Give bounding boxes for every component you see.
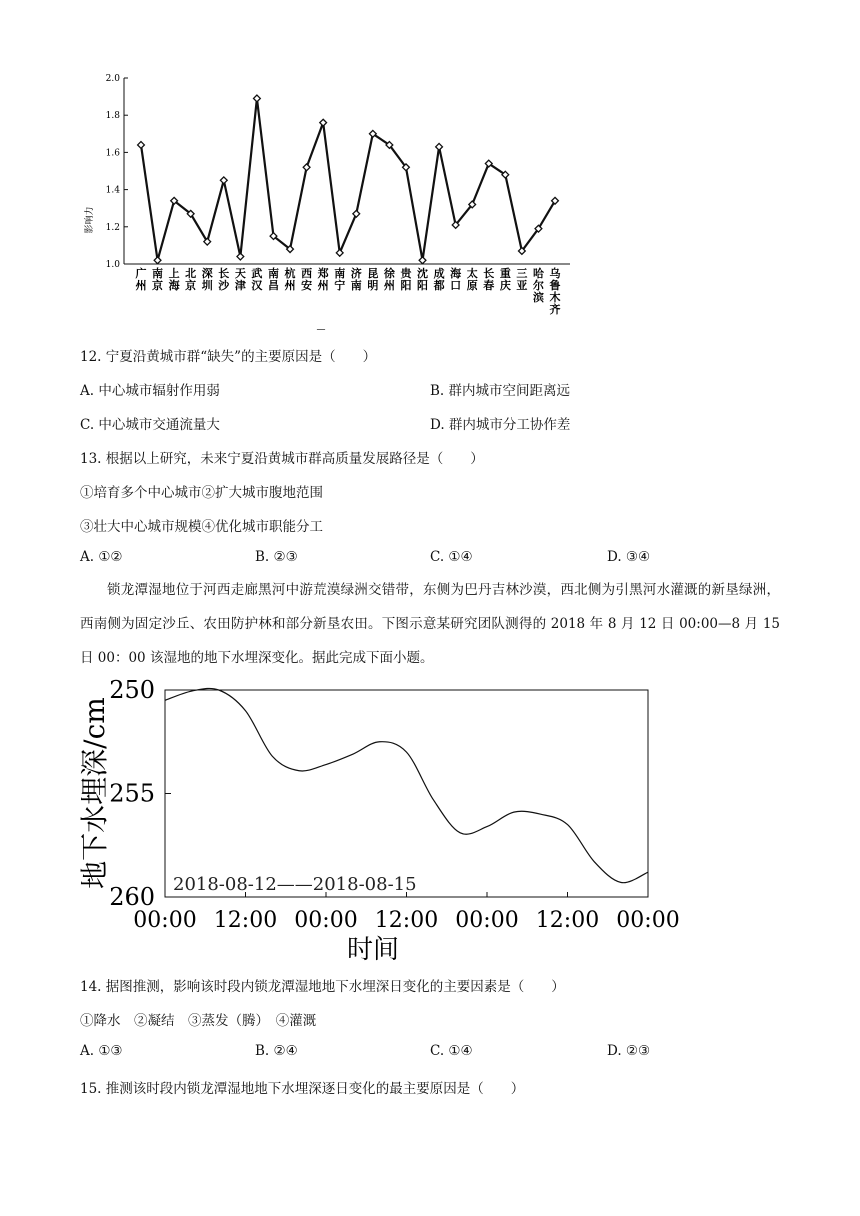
- chart1-x-label: 乌鲁木齐: [549, 267, 561, 316]
- question-13-line2: ③壮大中心城市规模④优化城市职能分工: [80, 519, 323, 535]
- chart1-y-tick-label: 1.6: [105, 148, 120, 159]
- chart1-x-label: 成都: [433, 267, 445, 292]
- question-14-option-b: B. ②④: [255, 1043, 298, 1059]
- chart1-x-label: 三亚: [516, 267, 528, 292]
- groundwater-depth-line: [165, 688, 648, 882]
- question-13-option-d: D. ③④: [607, 549, 651, 565]
- chart1-x-label: 南宁: [334, 267, 346, 292]
- chart1-x-label: 哈尔滨: [532, 267, 544, 304]
- chart1-x-label: 郑州: [317, 267, 329, 292]
- chart1-x-label: 昆明: [367, 267, 379, 292]
- chart2-xlabel: 时间: [346, 935, 400, 965]
- chart2-y-tick-label: 250: [109, 676, 155, 704]
- chart1-x-label: 沈阳: [417, 267, 429, 292]
- chart2-y-tick-label: 260: [109, 883, 155, 911]
- chart1-x-label: 济南: [350, 267, 362, 292]
- chart2-x-tick-label: 12:00: [374, 908, 439, 933]
- question-12-option-b: B. 群内城市空间距离远: [430, 383, 571, 399]
- chart1-x-label: 西安: [301, 267, 313, 292]
- question-14-options-line: ①降水 ②凝结 ③蒸发（腾） ④灌溉: [80, 1013, 317, 1029]
- chart2-x-tick-label: 00:00: [133, 908, 197, 933]
- chart1-point: [419, 257, 426, 264]
- chart1-x-label: 广州: [135, 267, 147, 292]
- chart1-x-label: 海口: [450, 267, 462, 292]
- chart1-x-label: 杭州: [284, 267, 296, 292]
- chart1-x-label: 徐州: [383, 267, 395, 292]
- chart1-point: [254, 95, 261, 102]
- chart1-y-tick-label: 1.0: [105, 260, 120, 270]
- chart1-x-label: 贵阳: [400, 267, 412, 292]
- question-14-option-a: A. ①③: [80, 1043, 123, 1059]
- chart1-point: [154, 257, 161, 264]
- chart1-x-label: 武汉: [251, 267, 263, 292]
- chart1-x-label: 南昌: [267, 267, 279, 292]
- chart1-x-label: 长沙: [218, 267, 230, 292]
- question-12-option-c: C. 中心城市交通流量大: [80, 417, 220, 433]
- chart1-point: [436, 143, 443, 150]
- question-14-stem: 14. 据图推测，影响该时段内锁龙潭湿地地下水埋深日变化的主要因素是（ ）: [80, 979, 565, 995]
- chart2-x-tick-label: 12:00: [535, 908, 600, 933]
- chart1-x-label: 重庆: [499, 267, 511, 292]
- chart2-x-tick-label: 00:00: [616, 908, 680, 933]
- chart1-y-tick-label: 2.0: [105, 74, 120, 84]
- chart1-x-label: 天津: [234, 267, 246, 292]
- question-12-option-d: D. 群内城市分工协作差: [430, 417, 571, 433]
- chart2-x-tick-label: 12:00: [213, 908, 278, 933]
- chart1-point: [320, 119, 327, 126]
- question-13-option-c: C. ①④: [430, 549, 473, 565]
- plot-frame: [165, 690, 648, 897]
- question-13-stem: 13. 根据以上研究，未来宁夏沿黄城市群高质量发展路径是（ ）: [80, 451, 484, 467]
- chart1-x-label: 长春: [483, 267, 495, 292]
- chart1-x-label: 太原: [466, 267, 478, 292]
- chart2-x-tick-label: 00:00: [294, 908, 358, 933]
- question-13-option-b: B. ②③: [255, 549, 298, 565]
- question-13-option-a: A. ①②: [80, 549, 123, 565]
- question-12-stem: 12. 宁夏沿黄城市群“缺失”的主要原因是（ ）: [80, 349, 377, 365]
- chart1-point: [303, 164, 310, 171]
- chart1-y-tick-label: 1.2: [105, 222, 120, 233]
- question-14-option-d: D. ②③: [607, 1043, 651, 1059]
- chart1-point: [237, 253, 244, 260]
- chart1-y-tick-label: 1.4: [105, 185, 120, 196]
- chart1-point: [353, 210, 360, 217]
- question-15-stem: 15. 推测该时段内锁龙潭湿地地下水埋深逐日变化的最主要原因是（ ）: [80, 1081, 525, 1097]
- chart1-point: [138, 142, 145, 149]
- chart1-x-label: 上海: [168, 267, 180, 292]
- chart2-ylabel: 地下水埋深/cm: [78, 697, 111, 889]
- chart2-annotation: 2018-08-12——2018-08-15: [173, 874, 417, 895]
- chart1-ylabel: 影响力: [85, 206, 95, 234]
- chart1-x-label: 南京: [152, 267, 164, 292]
- chart1-y-tick-label: 1.8: [105, 111, 120, 122]
- city-influence-chart: [80, 70, 600, 335]
- chart2-x-tick-label: 00:00: [455, 908, 519, 933]
- chart1-influence-line: [141, 98, 555, 260]
- chart1-point: [220, 177, 227, 184]
- chart1-caption: —: [316, 325, 326, 335]
- groundwater-chart: [70, 675, 690, 970]
- question-12-option-a: A. 中心城市辐射作用弱: [80, 383, 220, 399]
- question-13-line1: ①培育多个中心城市②扩大城市腹地范围: [80, 485, 323, 501]
- chart2-y-tick-label: 255: [109, 779, 155, 808]
- chart1-x-label: 北京: [185, 267, 197, 292]
- passage-text: 锁龙潭湿地位于河西走廊黑河中游荒漠绿洲交错带，东侧为巴丹吉林沙漠，西北侧为引黑河水灌溉的新垦绿洲，西南侧为固定沙丘、农田防护林和部分新垦农田。下图示意某研究团队测得的 2018 年 8 月 12 日 00:00—8 月 15 日 00：00 该湿地的地下水埋深变化。据此完成下面小题。: [80, 582, 780, 666]
- question-14-option-c: C. ①④: [430, 1043, 473, 1059]
- chart1-point: [336, 249, 343, 256]
- chart1-x-label: 深圳: [201, 267, 213, 292]
